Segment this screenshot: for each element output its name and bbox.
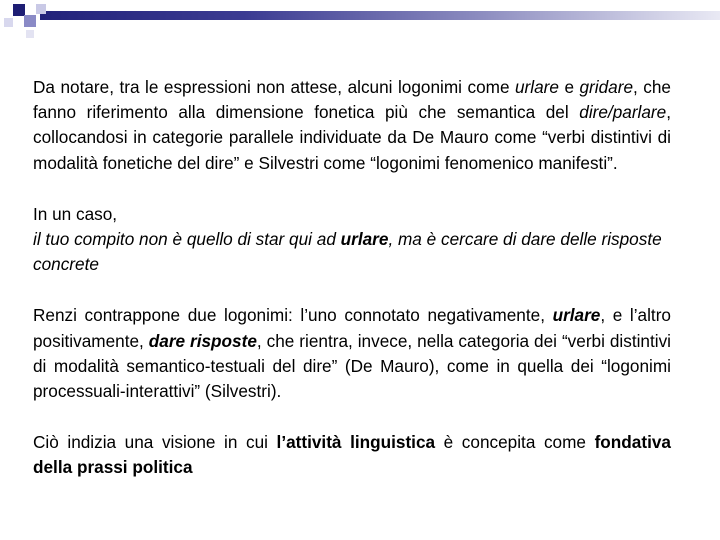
text-run: , che rientra, invece, nella categoria dei “verbi distintivi di modalità semantico-testuali del dire” (De Mauro), come in quella dei “logonimi processuali-interattivi” (Silvestri). — [33, 330, 671, 402]
quote-bold-urlare: urlare — [340, 229, 389, 250]
text-run: è concepita come — [435, 432, 595, 453]
bold-term-prassi-politica: fondativa della prassi politica — [33, 432, 671, 478]
bold-term-urlare: urlare — [552, 305, 601, 326]
paragraph-logonimi-fonetici — [33, 75, 671, 176]
decorative-square — [24, 15, 36, 27]
text-run: Ciò indizia una visione in cui — [33, 432, 277, 453]
italic-term-urlare: urlare — [515, 77, 559, 97]
text-run: Renzi contrappone due logonimi: l’uno connotato negativamente, — [33, 305, 553, 326]
paragraph-quote — [33, 202, 671, 278]
quote-intro: In un caso, — [33, 203, 118, 224]
quote-text: , ma è cercare di dare delle risposte concrete — [33, 229, 662, 275]
paragraph-conclusione — [33, 430, 671, 480]
bold-term-dare-risposte: dare risposte — [148, 330, 257, 351]
slide-body — [33, 75, 671, 481]
text-run: , che fanno riferimento alla dimensione fonetica più che semantica del — [33, 77, 671, 123]
paragraph-renzi — [33, 303, 671, 404]
italic-term-gridare: gridare — [579, 77, 634, 97]
text-run: e — [558, 77, 580, 97]
italic-term-dire-parlare: dire/parlare — [579, 102, 667, 123]
quote-text: il tuo compito non è quello di star qui ad — [33, 229, 341, 250]
header-gradient-bar — [40, 11, 720, 20]
text-run: Da notare, tra le espressioni non attese, alcuni logonimi come — [33, 77, 515, 97]
decorative-square — [4, 18, 13, 27]
text-run: , e l’altro positivamente, — [33, 305, 671, 351]
bold-term-attivita-linguistica: l’attività linguistica — [276, 432, 436, 453]
decorative-square — [26, 30, 34, 38]
text-run: , collocandosi in categorie parallele individuate da De Mauro come “verbi distintivi di modalità fonetiche del dire” e Silvestri come “logonimi fenomenico manifesti”. — [33, 102, 671, 173]
decorative-square — [36, 4, 46, 14]
